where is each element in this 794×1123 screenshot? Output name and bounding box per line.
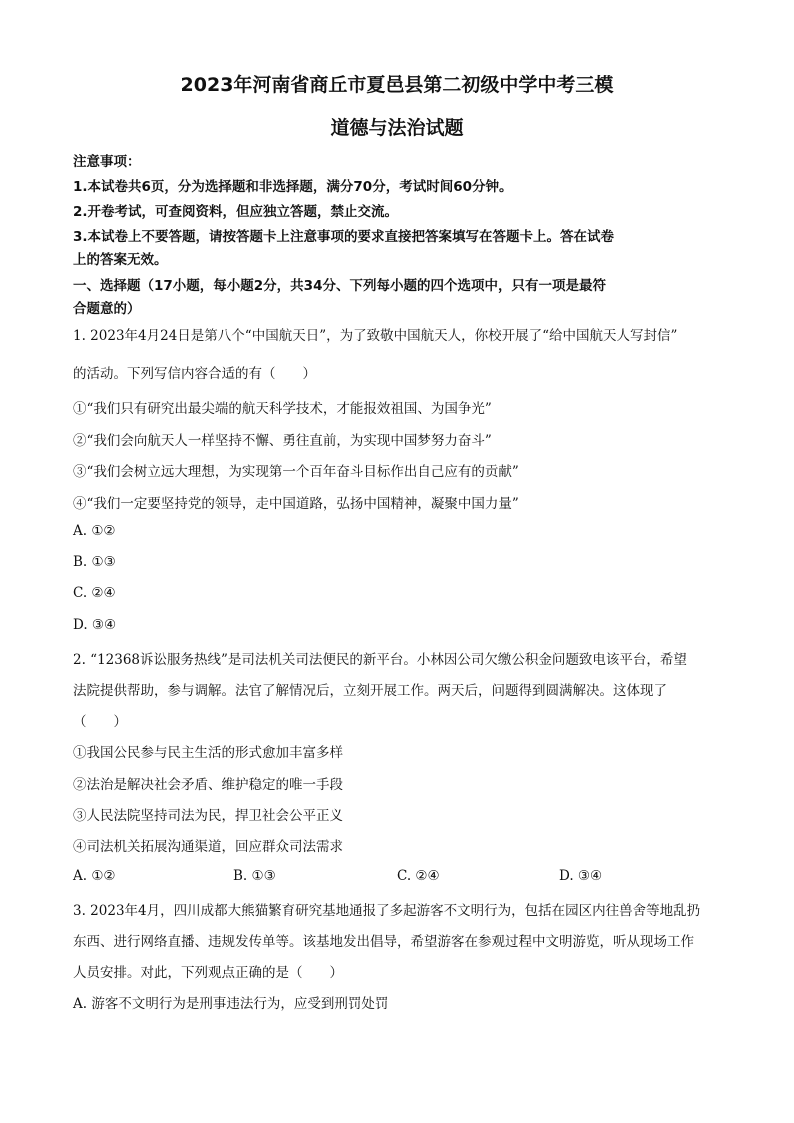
- q1-stem-cont: 的活动。下列写信内容合适的有（ ）: [73, 366, 316, 382]
- exam-subtitle: 道德与法治试题: [330, 117, 464, 139]
- q1-statement: ④“我们一定要坚持党的领导，走中国道路，弘扬中国精神，凝聚中国力量”: [73, 496, 519, 512]
- note-item: 3.本试卷上不要答题，请按答题卡上注意事项的要求直接把答案填写在答题卡上。答在试卷: [73, 229, 615, 245]
- q1-option-a: A. ①②: [73, 523, 116, 539]
- q2-stem-paren: （ ）: [73, 714, 127, 730]
- q1-option-d: D. ③④: [73, 617, 117, 633]
- q2-statement: ②法治是解决社会矛盾、维护稳定的唯一手段: [73, 777, 343, 793]
- q1-stem: 1. 2023年4月24日是第八个“中国航天日”，为了致敬中国航天人，你校开展了“给中国航天人写封信”: [73, 328, 678, 344]
- q1-option-c: C. ②④: [73, 585, 116, 601]
- q3-stem-end: 人员安排。对此，下列观点正确的是（ ）: [73, 965, 343, 981]
- note-item: 上的答案无效。: [73, 252, 168, 268]
- section-heading-cont: 合题意的）: [73, 301, 141, 317]
- q2-statement: ③人民法院坚持司法为民，捍卫社会公平正义: [73, 808, 343, 824]
- q2-option-b: B. ①③: [233, 868, 276, 884]
- note-item: 2.开卷考试，可查阅资料，但应独立答题，禁止交流。: [73, 204, 399, 220]
- q2-stem-cont: 法院提供帮助，参与调解。法官了解情况后，立刻开展工作。两天后，问题得到圆满解决。这体现了: [73, 683, 667, 699]
- q3-stem-cont: 东西、进行网络直播、违规发传单等。该基地发出倡导，希望游客在参观过程中文明游览，听从现场工作: [73, 934, 694, 950]
- q2-stem: 2. “12368诉讼服务热线”是司法机关司法便民的新平台。小林因公司欠缴公积金问题致电该平台，希望: [73, 652, 687, 668]
- q2-statement: ①我国公民参与民主生活的形式愈加丰富多样: [73, 745, 343, 761]
- q2-statement: ④司法机关拓展沟通渠道，回应群众司法需求: [73, 839, 343, 855]
- q1-statement: ②“我们会向航天人一样坚持不懈、勇往直前，为实现中国梦努力奋斗”: [73, 433, 492, 449]
- note-item: 1.本试卷共6页，分为选择题和非选择题，满分70分，考试时间60分钟。: [73, 179, 513, 195]
- q1-option-b: B. ①③: [73, 554, 116, 570]
- q3-option-a: A. 游客不文明行为是刑事违法行为，应受到刑罚处罚: [73, 996, 389, 1012]
- q1-statement: ③“我们会树立远大理想，为实现第一个百年奋斗目标作出自己应有的贡献”: [73, 464, 519, 480]
- q3-stem: 3. 2023年4月，四川成都大熊猫繁育研究基地通报了多起游客不文明行为，包括在园区内往兽舍等地乱扔: [73, 903, 701, 919]
- exam-title: 2023年河南省商丘市夏邑县第二初级中学中考三模: [180, 74, 614, 96]
- q2-option-a: A. ①②: [73, 868, 116, 884]
- q2-option-c: C. ②④: [397, 868, 440, 884]
- q2-option-d: D. ③④: [559, 868, 603, 884]
- notes-heading: 注意事项：: [73, 154, 141, 170]
- q1-statement: ①“我们只有研究出最尖端的航天科学技术，才能报效祖国、为国争光”: [73, 401, 492, 417]
- section-heading: 一、选择题（17小题，每小题2分，共34分、下列每小题的四个选项中，只有一项是最符: [73, 278, 606, 294]
